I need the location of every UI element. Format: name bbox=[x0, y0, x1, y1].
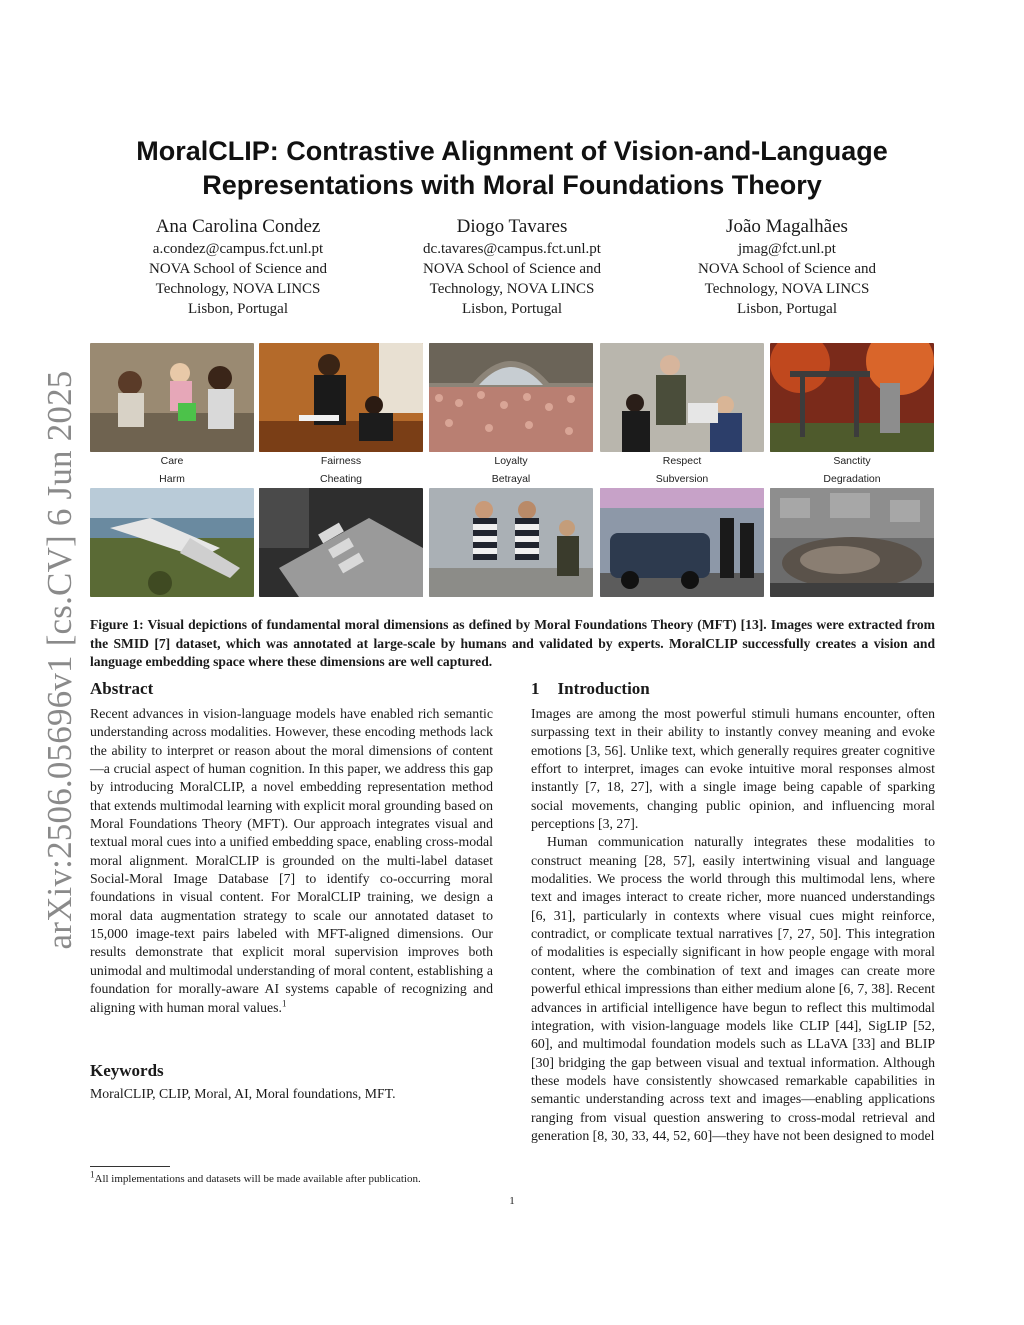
author-affiliation: Technology, NOVA LINCS bbox=[155, 281, 321, 297]
intro-paragraph-1: Images are among the most powerful stimuli humans encounter, often surpassing text in their ability to instantly convey meaning and evoke emotions [3, 56]. Unlike text, which generally requires greater cognitive effort to interpret, images can evoke intuitive moral responses almost instantly [7, 18, 27], with a single image being capable of sparking social movements, changing public opinion, and influencing moral perceptions [3, 27]. bbox=[531, 706, 935, 832]
paper-title bbox=[90, 134, 934, 202]
footnote-text: All implementations and datasets will be made available after publication. bbox=[94, 1173, 421, 1185]
cheating-label: Cheating bbox=[319, 473, 363, 485]
loyalty-image bbox=[429, 343, 593, 452]
author-block-2 bbox=[372, 215, 652, 319]
abstract-body bbox=[90, 705, 493, 1017]
arxiv-identifier-stamp: arXiv:2506.05696v1 [cs.CV] 6 Jun 2025 bbox=[40, 370, 79, 950]
footnote-number: 1 bbox=[90, 1169, 95, 1180]
author-name: João Magalhães bbox=[726, 216, 848, 237]
author-email: a.condez@campus.fct.unl.pt bbox=[152, 241, 324, 257]
fairness-image bbox=[259, 343, 423, 452]
sanctity-label: Sanctity bbox=[833, 455, 871, 467]
author-email: jmag@fct.unl.pt bbox=[738, 241, 836, 257]
subversion-label: Subversion bbox=[655, 473, 709, 485]
page-number: 1 bbox=[509, 1195, 515, 1207]
author-name: Ana Carolina Condez bbox=[155, 216, 321, 237]
title-line-2: Representations with Moral Foundations Theory bbox=[202, 170, 822, 200]
cheating-image bbox=[259, 488, 423, 597]
abstract-heading: Abstract bbox=[90, 679, 154, 698]
respect-image bbox=[600, 343, 764, 452]
degradation-image bbox=[770, 488, 934, 597]
author-email: dc.tavares@campus.fct.unl.pt bbox=[423, 241, 601, 257]
author-affiliation: NOVA School of Science and bbox=[148, 261, 328, 277]
author-affiliation: NOVA School of Science and bbox=[697, 261, 877, 277]
fairness-label: Fairness bbox=[320, 455, 362, 467]
abstract-text: Recent advances in vision-language models have enabled rich semantic understanding across modalities. However, these encoding methods lack the ability to interpret or reason about the moral dimensions of content—a crucial aspect of human cognition. In this paper, we address this gap by introducing MoralCLIP, a novel embedding representation method that extends multimodal learning with explicit moral grounding based on Moral Foundations Theory (MFT). Our approach integrates visual and textual moral cues into a unified embedding space, enabling cross-modal moral alignment. MoralCLIP is grounded on the multi-label dataset Social-Moral Image Database [7] to identify co-occurring moral foundations in visual content. For MoralCLIP training, we design a moral data augmentation strategy to scale our annotated dataset to 15,000 image-text pairs labeled with MFT-aligned dimensions. Our results demonstrate that explicit moral supervision improves both unimodal and multimodal understanding of moral content, establishing a foundation for morally-aware AI systems capable of recognizing and aligning with human moral values. bbox=[90, 706, 493, 1015]
betrayal-image bbox=[429, 488, 593, 597]
harm-image bbox=[90, 488, 254, 597]
author-block-1 bbox=[98, 215, 378, 319]
figure-caption: Figure 1: Visual depictions of fundamental moral dimensions as defined by Moral Foundations Theory (MFT) [13]. Images were extracted from the SMID [7] dataset, which was annotated at large-scale by humans and validated by experts. MoralCLIP successfully creates a vision and language embedding space where these dimensions are well captured. bbox=[90, 617, 935, 669]
author-affiliation: NOVA School of Science and bbox=[422, 261, 602, 277]
author-location: Lisbon, Portugal bbox=[462, 301, 562, 317]
section-title: Introduction bbox=[557, 679, 650, 698]
care-label: Care bbox=[160, 455, 184, 467]
author-location: Lisbon, Portugal bbox=[188, 301, 288, 317]
footnote-marker: 1 bbox=[281, 997, 287, 1008]
author-affiliation: Technology, NOVA LINCS bbox=[704, 281, 870, 297]
title-line-1: MoralCLIP: Contrastive Alignment of Vision-and-Language bbox=[136, 136, 888, 166]
loyalty-label: Loyalty bbox=[494, 455, 528, 467]
harm-label: Harm bbox=[159, 473, 185, 485]
author-affiliation: Technology, NOVA LINCS bbox=[429, 281, 595, 297]
degradation-label: Degradation bbox=[823, 473, 881, 485]
introduction-heading bbox=[531, 679, 650, 699]
section-number: 1 bbox=[531, 679, 540, 698]
introduction-body bbox=[531, 705, 935, 1145]
subversion-image bbox=[600, 488, 764, 597]
respect-label: Respect bbox=[662, 455, 702, 467]
author-block-3 bbox=[647, 215, 927, 319]
intro-paragraph-2: Human communication naturally integrates these modalities to construct meaning [28, 57], easily intertwining visual and language modalities. We process the world through this multimodal lens, where text and images interact to create richer, more nuanced understandings [6, 31], particularly in contexts where visual cues might reinforce, contradict, or complicate textual narratives [7, 27, 50]. This integration of modalities is especially significant in how people engage with moral content, where the combination of text and images can create more powerful ethical impressions than either medium alone [6, 7, 38]. Recent advances in artificial intelligence have begun to reflect this multimodal integration, with vision-language models like CLIP [44], SigLIP [52, 60], and multimodal foundation models such as LLaVA [33] and BLIP [30] bridging the gap between visual and textual information. Although these models have consistently showcased remarkable capabilities in semantic understanding across text and images—enabling applications ranging from visual question answering to cross-modal retrieval and generation [8, 30, 33, 44, 52, 60]—they have not been designed to model bbox=[531, 834, 935, 1143]
care-image bbox=[90, 343, 254, 452]
sanctity-image bbox=[770, 343, 934, 452]
footnote bbox=[90, 1169, 421, 1186]
author-location: Lisbon, Portugal bbox=[737, 301, 837, 317]
keywords-heading: Keywords bbox=[90, 1061, 164, 1080]
betrayal-label: Betrayal bbox=[491, 473, 531, 485]
footnote-rule bbox=[90, 1166, 170, 1167]
author-name: Diogo Tavares bbox=[456, 216, 568, 237]
keywords-text: MoralCLIP, CLIP, Moral, AI, Moral foundations, MFT. bbox=[90, 1086, 396, 1101]
